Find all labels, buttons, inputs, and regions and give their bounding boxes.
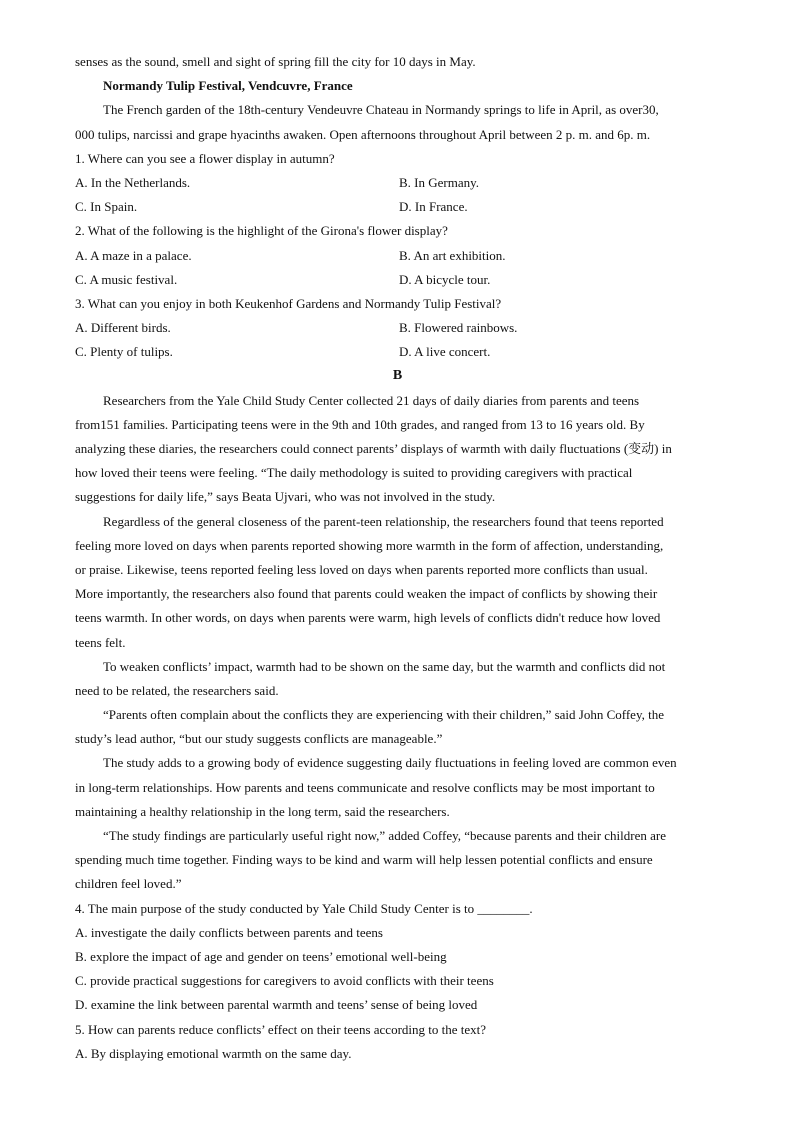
- paragraph-line: “The study findings are particularly useful right now,” added Coffey, “because parents and their children are: [103, 828, 666, 843]
- question-stem-3: 3. What can you enjoy in both Keukenhof Gardens and Normandy Tulip Festival?: [75, 295, 502, 311]
- paragraph-line: analyzing these diaries, the researchers could connect parents’ displays of warmth with daily fluctuations (变动) in: [75, 441, 672, 456]
- paragraph-line: The French garden of the 18th-century Vendeuvre Chateau in Normandy springs to life in April, as over30,: [103, 102, 659, 118]
- paragraph-line: spending much time together. Finding ways to be kind and warm will help lessen potential conflicts and ensure: [75, 852, 653, 868]
- document-page: [75, 50, 720, 1066]
- paragraph-line: or praise. Likewise, teens reported feeling less loved on days when parents reported more conflicts than usual.: [75, 561, 648, 577]
- option-5a: A. By displaying emotional warmth on the same day.: [75, 1045, 352, 1061]
- paragraph-line: from151 families. Participating teens were in the 9th and 10th grades, and ranged from 13 to 16 years old. By: [75, 416, 645, 432]
- option-3a: A. Different birds.: [75, 320, 171, 336]
- option-row: [75, 171, 720, 195]
- paragraph-line: feeling more loved on days when parents reported showing more warmth in the form of affection, understanding,: [75, 537, 664, 553]
- question-stem-4: 4. The main purpose of the study conducted by Yale Child Study Center is to ________.: [75, 900, 533, 916]
- option-1a: A. In the Netherlands.: [75, 174, 191, 190]
- option-3c: C. Plenty of tulips.: [75, 344, 173, 360]
- paragraph-line: how loved their teens were feeling. “The daily methodology is suited to providing caregivers with practical: [75, 465, 633, 481]
- question-stem-2: 2. What of the following is the highlight of the Girona's flower display?: [75, 223, 448, 239]
- section-title-b: B: [392, 368, 403, 384]
- option-3b: B. Flowered rainbows.: [399, 320, 518, 336]
- option-4d: D. examine the link between parental warmth and teens’ sense of being loved: [75, 997, 478, 1013]
- paragraph-line: children feel loved.”: [75, 876, 182, 892]
- passage-a-tail-line: senses as the sound, smell and sight of spring fill the city for 10 days in May.: [75, 54, 476, 69]
- option-1d: D. In France.: [399, 199, 468, 215]
- question-stem-1: 1. Where can you see a flower display in autumn?: [75, 150, 335, 166]
- paragraph-line: More importantly, the researchers also found that parents could weaken the impact of conflicts by showing their: [75, 586, 658, 602]
- section-heading-normandy: Normandy Tulip Festival, Vendcuvre, France: [103, 78, 353, 94]
- option-4b: B. explore the impact of age and gender on teens’ emotional well-being: [75, 948, 447, 964]
- paragraph-line: suggestions for daily life,” says Beata Ujvari, who was not involved in the study.: [75, 489, 496, 505]
- option-4c: C. provide practical suggestions for caregivers to avoid conflicts with their teens: [75, 973, 494, 989]
- option-1c: C. In Spain.: [75, 199, 138, 215]
- paragraph-line: study’s lead author, “but our study suggests conflicts are manageable.”: [75, 731, 443, 747]
- paragraph-line: Researchers from the Yale Child Study Center collected 21 days of daily diaries from parents and teens: [103, 392, 640, 408]
- paragraph-line: need to be related, the researchers said.: [75, 682, 279, 698]
- paragraph-line: To weaken conflicts’ impact, warmth had to be shown on the same day, but the warmth and conflicts did not: [103, 658, 666, 674]
- option-2d: D. A bicycle tour.: [399, 271, 491, 287]
- option-4a: A. investigate the daily conflicts between parents and teens: [75, 924, 383, 940]
- paragraph-line: teens warmth. In other words, on days when parents were warm, high levels of conflicts didn't reduce how loved: [75, 610, 661, 626]
- paragraph-line: in long-term relationships. How parents and teens communicate and resolve conflicts may be most important to: [75, 779, 655, 795]
- option-1b: B. In Germany.: [399, 174, 480, 190]
- option-row: [75, 340, 720, 364]
- option-3d: D. A live concert.: [399, 344, 491, 360]
- paragraph-line: “Parents often complain about the conflicts they are experiencing with their children,” said John Coffey, the: [103, 707, 664, 723]
- option-row: [75, 244, 720, 268]
- option-2c: C. A music festival.: [75, 271, 178, 287]
- paragraph-line: 000 tulips, narcissi and grape hyacinths awaken. Open afternoons throughout April between 2 p. m. and 6p. m.: [75, 126, 651, 142]
- question-stem-5: 5. How can parents reduce conflicts’ effect on their teens according to the text?: [75, 1021, 487, 1037]
- option-2b: B. An art exhibition.: [399, 247, 506, 263]
- option-row: [75, 268, 720, 292]
- paragraph-line: teens felt.: [75, 634, 126, 650]
- option-2a: A. A maze in a palace.: [75, 247, 192, 263]
- option-row: [75, 195, 720, 219]
- option-row: [75, 316, 720, 340]
- paragraph-line: Regardless of the general closeness of the parent-teen relationship, the researchers found that teens reported: [103, 513, 664, 529]
- paragraph-line: The study adds to a growing body of evidence suggesting daily fluctuations in feeling loved are common even: [103, 755, 677, 771]
- paragraph-line: maintaining a healthy relationship in the long term, said the researchers.: [75, 803, 450, 819]
